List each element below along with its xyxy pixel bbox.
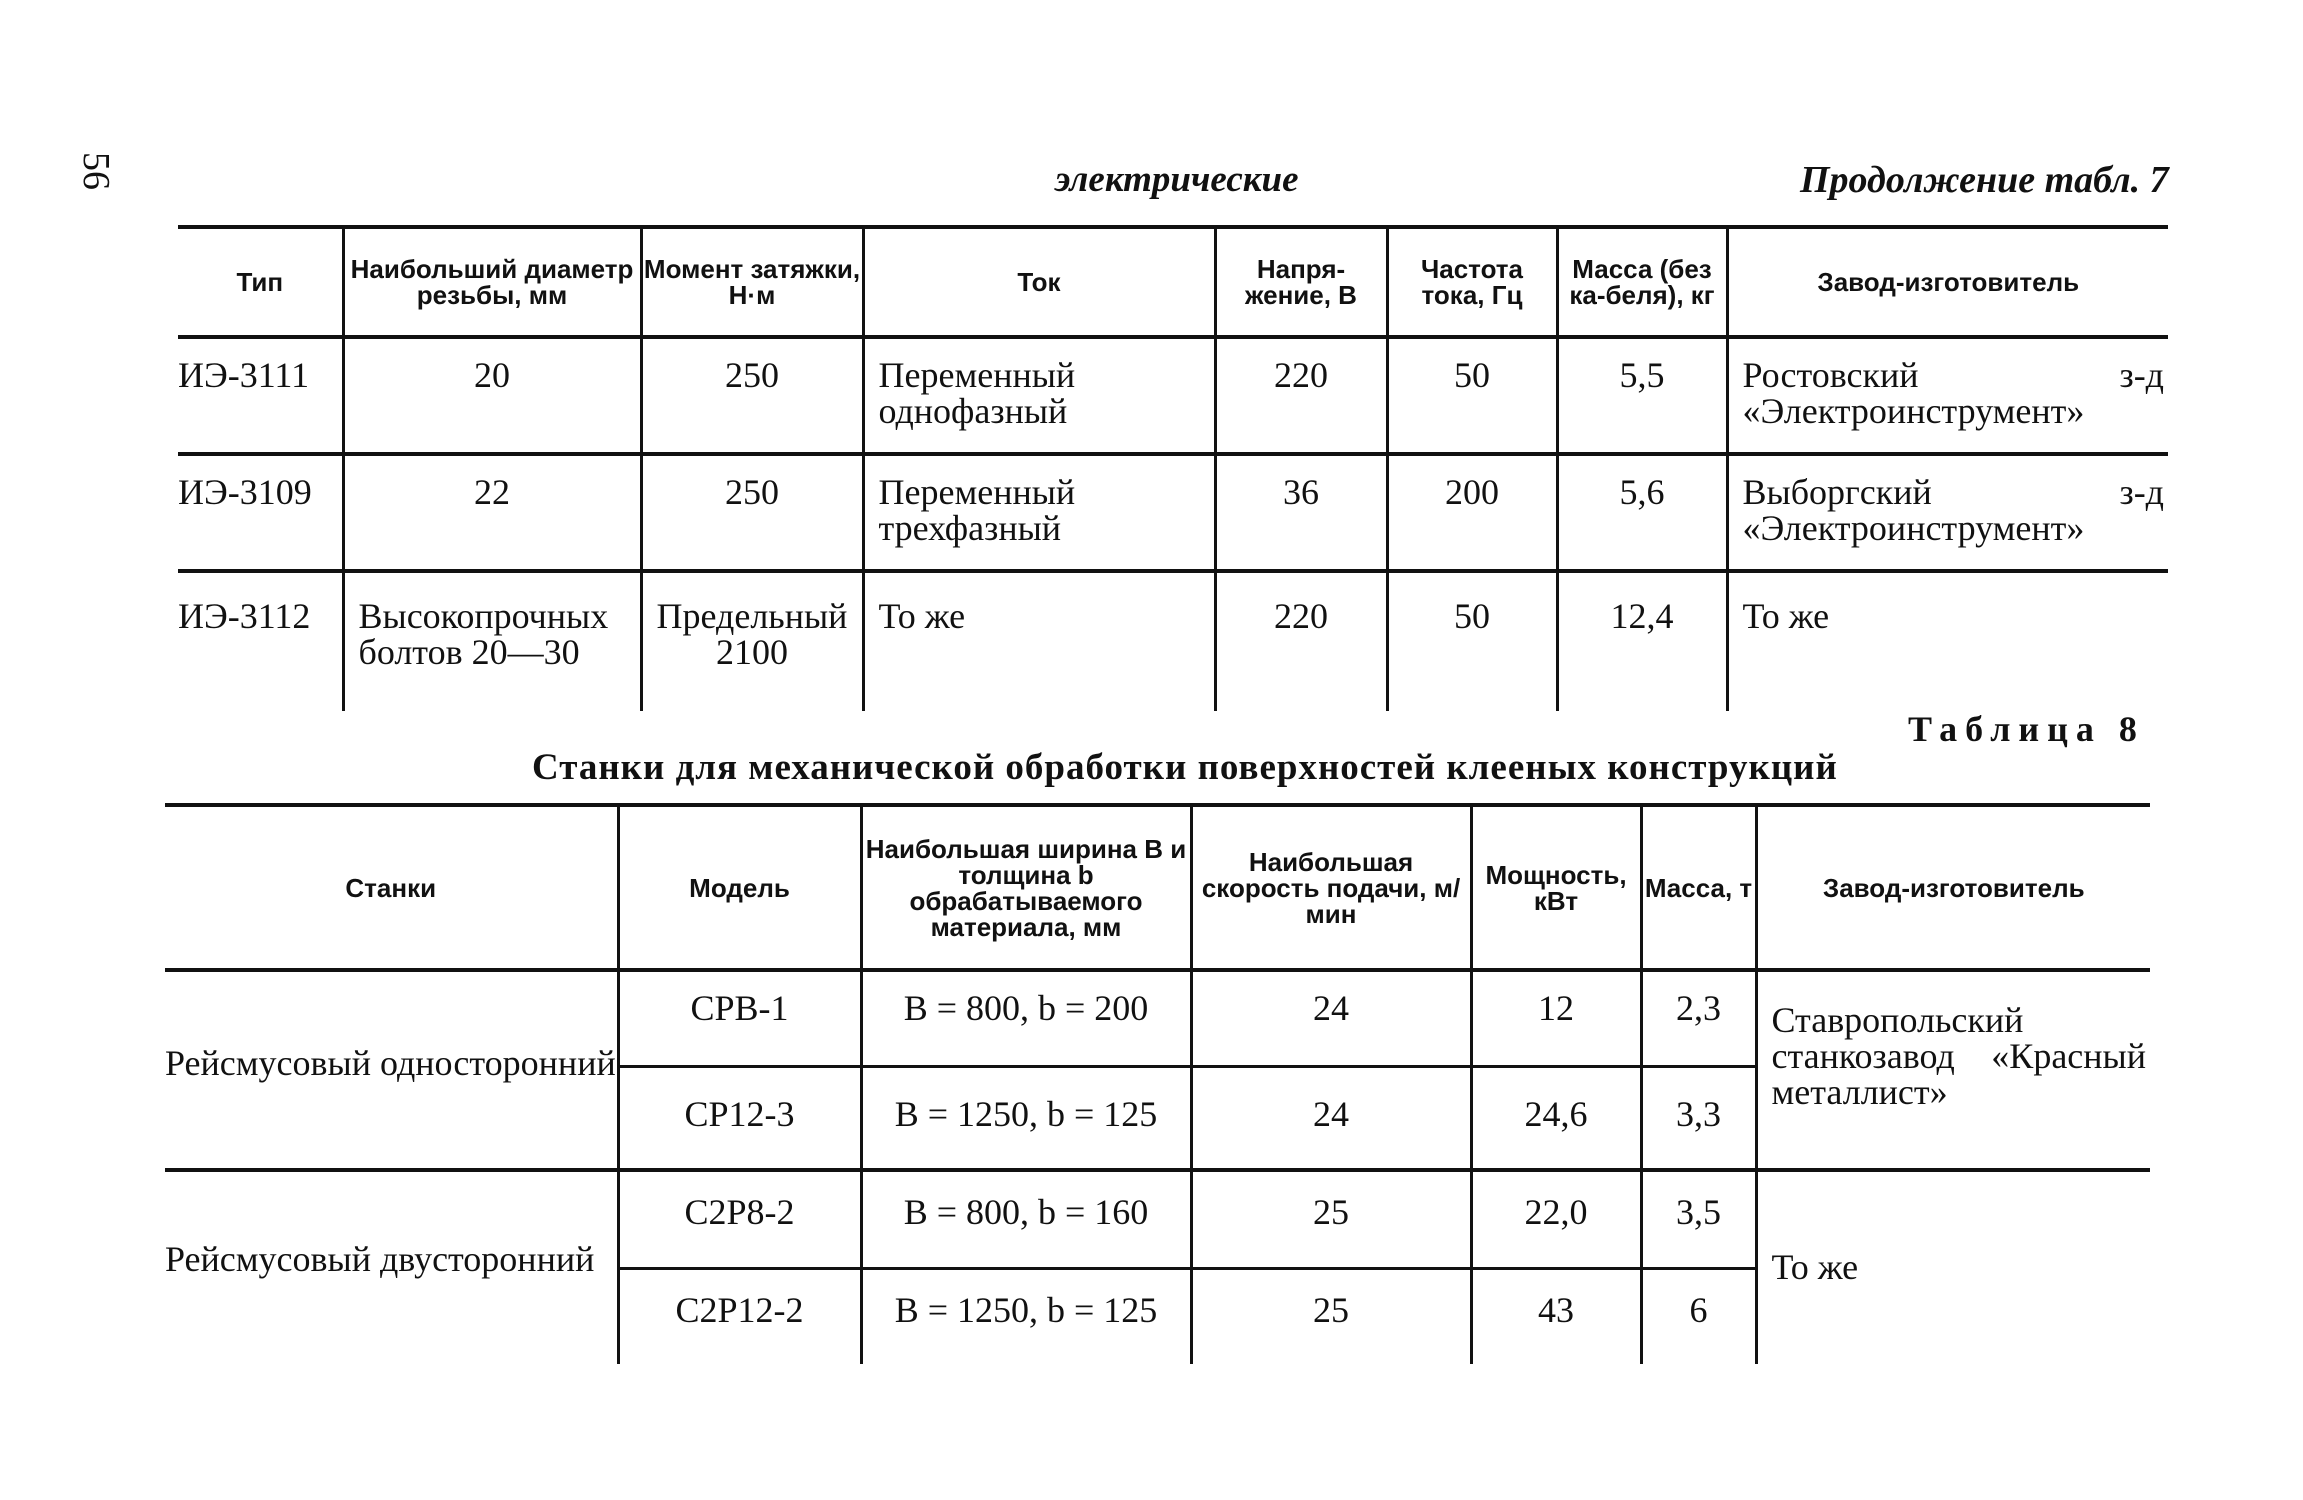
t7-cell-type: ИЭ-3112 — [178, 596, 311, 636]
t8-header-width-thickness: Наибольшая ширина B и толщина b обрабатываемого материала, мм — [861, 805, 1191, 970]
table-8-number: Таблица 8 — [1908, 709, 2145, 749]
t7-header-frequency: Частота тока, Гц — [1387, 227, 1557, 337]
page-number: 56 — [75, 152, 117, 190]
t8-cell-feed-speed: 25 — [1191, 1170, 1471, 1268]
table-row — [178, 571, 2168, 711]
t7-cell-voltage: 36 — [1215, 454, 1387, 571]
t7-cell-torque: 250 — [641, 454, 863, 571]
table-row — [165, 970, 2150, 1066]
t7-cell-torque: 250 — [641, 337, 863, 454]
t8-cell-machine: Рейсмусовый односторонний — [165, 970, 618, 1170]
t8-cell-mass: 2,3 — [1641, 970, 1756, 1066]
t8-cell-manufacturer: Ставропольский станкозавод «Красный металлист» — [1756, 970, 2150, 1170]
table-8-header-row — [165, 805, 2150, 970]
t8-cell-feed-speed: 24 — [1191, 1066, 1471, 1170]
t7-cell-current: То же — [863, 571, 1215, 711]
t7-cell-diameter: 20 — [343, 337, 641, 454]
running-head: электрические — [1055, 159, 1299, 200]
t7-header-manufacturer: Завод-изготовитель — [1727, 227, 2168, 337]
t7-cell-manufacturer: То же — [1727, 571, 2168, 711]
t7-cell-frequency: 50 — [1387, 337, 1557, 454]
t7-cell-current: Переменный трехфазный — [863, 454, 1215, 571]
t8-cell-dimensions: B = 1250, b = 125 — [861, 1268, 1191, 1364]
t8-cell-mass: 6 — [1641, 1268, 1756, 1364]
t7-cell-torque: Предельный 2100 — [641, 571, 863, 711]
t8-cell-model: СР12-3 — [618, 1066, 861, 1170]
t7-cell-mass: 5,6 — [1557, 454, 1727, 571]
t7-cell-voltage: 220 — [1215, 337, 1387, 454]
t7-cell-frequency: 200 — [1387, 454, 1557, 571]
t8-cell-power: 43 — [1471, 1268, 1641, 1364]
t8-cell-dimensions: B = 800, b = 200 — [861, 970, 1191, 1066]
t8-header-machines: Станки — [345, 872, 437, 903]
t7-cell-diameter: Высокопрочных болтов 20—30 — [343, 571, 641, 711]
t8-cell-dimensions: B = 800, b = 160 — [861, 1170, 1191, 1268]
t7-cell-voltage: 220 — [1215, 571, 1387, 711]
t7-cell-type: ИЭ-3111 — [178, 355, 310, 395]
table-row — [178, 454, 2168, 571]
t7-cell-current: Переменный однофазный — [863, 337, 1215, 454]
t7-header-diameter: Наибольший диаметр резьбы, мм — [343, 227, 641, 337]
t7-header-mass: Масса (без ка-беля), кг — [1557, 227, 1727, 337]
t7-cell-frequency: 50 — [1387, 571, 1557, 711]
t7-header-type: Тип — [236, 267, 284, 297]
t8-header-power: Мощность, кВт — [1471, 805, 1641, 970]
table-8 — [165, 803, 2150, 1364]
table-7 — [178, 225, 2168, 711]
t7-header-current: Ток — [863, 227, 1215, 337]
table-row — [178, 337, 2168, 454]
t8-header-model: Модель — [618, 805, 861, 970]
t7-cell-manufacturer: Выборгский з-д «Электроинструмент» — [1727, 454, 2168, 571]
table-continuation-label: Продолжение табл. 7 — [1800, 159, 2169, 201]
t7-cell-type: ИЭ-3109 — [178, 472, 312, 512]
t8-cell-model: СРВ-1 — [618, 970, 861, 1066]
t8-header-feed-speed: Наибольшая скорость подачи, м/мин — [1191, 805, 1471, 970]
t8-cell-dimensions: B = 1250, b = 125 — [861, 1066, 1191, 1170]
t7-cell-mass: 12,4 — [1557, 571, 1727, 711]
t8-cell-feed-speed: 25 — [1191, 1268, 1471, 1364]
t8-cell-power: 12 — [1471, 970, 1641, 1066]
t8-cell-mass: 3,5 — [1641, 1170, 1756, 1268]
t7-cell-manufacturer: Ростовский з-д «Электроинструмент» — [1727, 337, 2168, 454]
t7-header-voltage: Напря-жение, В — [1215, 227, 1387, 337]
t8-cell-model: С2Р8-2 — [618, 1170, 861, 1268]
t8-cell-power: 22,0 — [1471, 1170, 1641, 1268]
t7-cell-mass: 5,5 — [1557, 337, 1727, 454]
t8-cell-model: С2Р12-2 — [618, 1268, 861, 1364]
table-8-title: Станки для механической обработки поверхностей клееных конструкций — [532, 747, 1838, 788]
t8-header-manufacturer: Завод-изготовитель — [1756, 805, 2150, 970]
t7-cell-diameter: 22 — [343, 454, 641, 571]
table-7-header-row — [178, 227, 2168, 337]
table-row — [165, 1170, 2150, 1268]
t8-cell-mass: 3,3 — [1641, 1066, 1756, 1170]
t7-header-torque: Момент затяжки, Н·м — [641, 227, 863, 337]
t8-cell-power: 24,6 — [1471, 1066, 1641, 1170]
t8-cell-feed-speed: 24 — [1191, 970, 1471, 1066]
t8-cell-machine: Рейсмусовый двусторонний — [165, 1239, 595, 1279]
t8-cell-manufacturer: То же — [1756, 1170, 2150, 1364]
t8-header-mass: Масса, т — [1641, 805, 1756, 970]
